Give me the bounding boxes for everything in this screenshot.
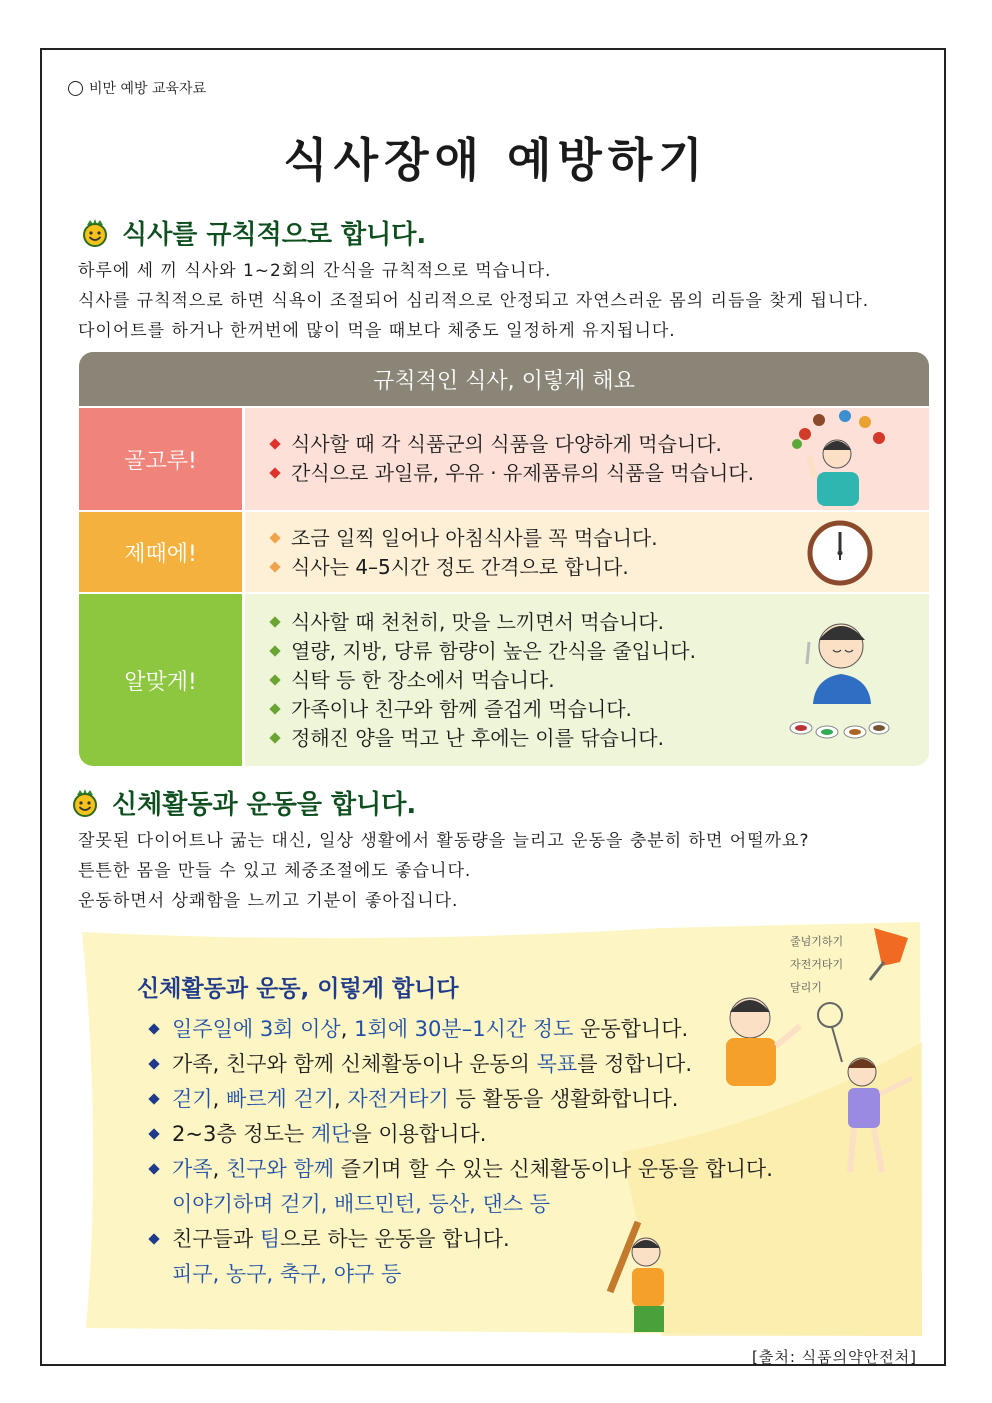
table-row [79, 594, 929, 766]
diamond-bullet-icon [269, 532, 280, 543]
row-items: 조금 일찍 일어나 아침식사를 꼭 먹습니다. 식사는 4–5시간 정도 간격으로 합니다. [269, 524, 658, 582]
row-label: 알맞게! [79, 594, 242, 766]
smiley-icon [80, 218, 110, 248]
row-label: 제때에! [79, 512, 242, 592]
circle-icon [68, 81, 83, 96]
table-header: 규칙적인 식사, 이렇게 해요 [79, 352, 929, 406]
page-title: 식사장애 예방하기 [283, 133, 709, 187]
list-subitem: 피구, 농구, 축구, 야구 등 [172, 1262, 402, 1286]
list-item: 가족, 친구와 함께 즐기며 할 수 있는 신체활동이나 운동을 합니다. [148, 1152, 773, 1187]
table-row [79, 408, 929, 510]
diamond-bullet-icon [269, 674, 280, 685]
section1-text: 하루에 세 끼 식사와 1~2회의 간식을 규칙적으로 먹습니다. 식사를 규칙적으로 하면 식욕이 조절되어 심리적으로 안정되고 자연스러운 몸의 리듬을 찾게 됩니다. 다이어트를 하거나 한꺼번에 많이 먹을 때보다 체중도 일정하게 유지됩니다. [78, 261, 870, 341]
diamond-bullet-icon [269, 467, 280, 478]
diamond-bullet-icon [148, 1093, 159, 1104]
activity-list [148, 1012, 773, 1292]
diamond-bullet-icon [148, 1163, 159, 1174]
diamond-bullet-icon [148, 1058, 159, 1069]
diamond-bullet-icon [269, 732, 280, 743]
table-row [79, 512, 929, 592]
list-subitem: 이야기하며 걷기, 배드민턴, 등산, 댄스 등 [172, 1192, 550, 1216]
list-item: 친구들과 팀으로 하는 운동을 합니다. [148, 1222, 773, 1257]
row-items: 식사할 때 천천히, 맛을 느끼면서 먹습니다. 열량, 지방, 당류 함량이 높은 간식을 줄입니다. 식탁 등 한 장소에서 먹습니다. 가족이나 친구와 함께 즐겁게 먹습니다. 정해진 양을 먹고 난 후에는 이를 닦습니다. [269, 608, 696, 753]
diamond-bullet-icon [148, 1128, 159, 1139]
list-item: 걷기, 빠르게 걷기, 자전거타기 등 활동을 생활화합니다. [148, 1082, 773, 1117]
diamond-bullet-icon [148, 1023, 159, 1034]
row-items: 식사할 때 각 식품군의 식품을 다양하게 먹습니다. 간식으로 과일류, 우유 · 유제품류의 식품을 먹습니다. [269, 430, 754, 488]
diamond-bullet-icon [269, 703, 280, 714]
list-item: 2~3층 정도는 계단을 이용합니다. [148, 1117, 773, 1152]
section2-heading: 신체활동과 운동을 합니다. [70, 784, 416, 821]
diamond-bullet-icon [269, 438, 280, 449]
row-label: 골고루! [79, 408, 242, 510]
diamond-bullet-icon [269, 645, 280, 656]
list-item: 가족, 친구와 함께 신체활동이나 운동의 목표를 정합니다. [148, 1047, 773, 1082]
source-citation: [출처: 식품의약안전처] [752, 1348, 917, 1366]
section1-heading: 식사를 규칙적으로 합니다. [80, 214, 426, 251]
clock-icon [807, 520, 873, 586]
list-item: 일주일에 3회 이상, 1회에 30분–1시간 정도 운동합니다. [148, 1012, 773, 1047]
section2-text: 잘못된 다이어트나 굶는 대신, 일상 생활에서 활동량을 늘리고 운동을 충분히 하면 어떨까요? 튼튼한 몸을 만들 수 있고 체중조절에도 좋습니다. 운동하면서 상쾌함을 느끼고 기분이 좋아집니다. [78, 831, 810, 911]
diamond-bullet-icon [269, 616, 280, 627]
boy-eating-illustration [785, 608, 891, 740]
activity-notes: 줄넘기하기 자전거타기 달리기 [790, 935, 844, 994]
diamond-bullet-icon [148, 1233, 159, 1244]
meal-guide-table [79, 352, 929, 766]
doc-category: 비만 예방 교육자료 [68, 78, 206, 98]
activity-title: 신체활동과 운동, 이렇게 합니다 [137, 976, 459, 1002]
smiley-icon [70, 788, 100, 818]
boy-with-foods-illustration [785, 410, 895, 506]
diamond-bullet-icon [269, 561, 280, 572]
